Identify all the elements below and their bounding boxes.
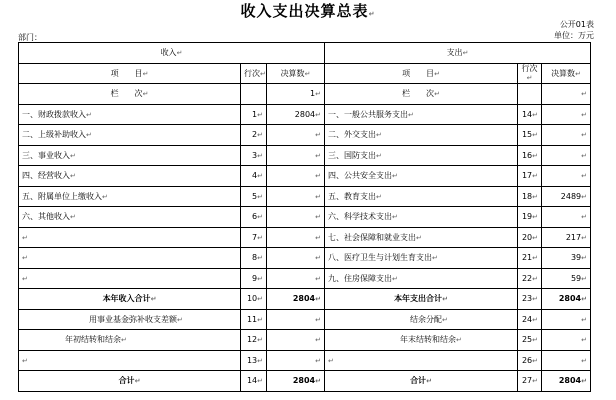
return-mark: ↵: [257, 295, 263, 304]
return-mark: ↵: [257, 274, 263, 283]
income-amount: [267, 125, 325, 146]
expense-amount-text: 2804: [558, 376, 582, 386]
expense-row-number-text: 16: [521, 150, 533, 160]
return-mark: ↵: [177, 315, 183, 324]
expense-item-name: [325, 248, 518, 269]
expense-section: 支出↵: [325, 43, 591, 64]
income-row-number-text: 12: [246, 335, 258, 345]
expense-amount-text: 59: [570, 273, 582, 283]
return-mark: ↵: [257, 315, 263, 324]
expense-item-name: [325, 371, 518, 392]
income-item-name: [19, 166, 241, 187]
income-item-name: [19, 104, 241, 125]
return-mark: ↵: [257, 336, 263, 345]
income-item-name: [19, 227, 241, 248]
return-mark: ↵: [581, 172, 587, 181]
expense-item-name-text: 年末结转和结余: [400, 335, 456, 345]
expense-amount: [542, 186, 591, 207]
income-row-number: [241, 248, 267, 269]
return-mark: ↵: [432, 254, 438, 263]
table-row: [19, 125, 591, 146]
expense-amount: [542, 125, 591, 146]
table-row: [19, 350, 591, 371]
income-item-name: [19, 186, 241, 207]
expense-item-name: [325, 268, 518, 289]
expense-item-name: [325, 330, 518, 351]
return-mark: ↵: [532, 192, 538, 201]
expense-item-name-text: 合计: [410, 376, 427, 386]
expense-row-number: [518, 350, 542, 371]
expense-amount: [542, 145, 591, 166]
expense-row-number: [518, 289, 542, 310]
expense-row-number: [518, 166, 542, 187]
expense-amount: [542, 207, 591, 228]
income-item-name: [19, 350, 241, 371]
expense-item-name-text: 结余分配: [410, 314, 442, 324]
expense-item-name: [325, 227, 518, 248]
return-mark: ↵: [392, 172, 398, 181]
expense-amount: [542, 371, 591, 392]
income-row-number: [241, 289, 267, 310]
return-mark: ↵: [315, 172, 321, 181]
income-expense-table: [18, 42, 591, 392]
income-item-name: [19, 371, 241, 392]
return-mark: ↵: [257, 110, 263, 119]
return-mark: ↵: [257, 213, 263, 222]
income-item-name-text: 用事业基金弥补收支差额: [89, 314, 177, 324]
expense-column-number: ↵: [542, 84, 591, 105]
return-mark: ↵: [22, 233, 28, 242]
income-amount: [267, 350, 325, 371]
expense-row-number: [518, 125, 542, 146]
expense-column-label: 栏 次↵: [325, 84, 518, 105]
income-item-name-text: 二、上级补助收入: [22, 130, 86, 140]
expense-item-name: [325, 104, 518, 125]
return-mark: ↵: [376, 131, 382, 140]
return-mark: ↵: [532, 274, 538, 283]
column-number-row: [19, 84, 591, 105]
return-mark: ↵: [581, 254, 587, 263]
return-mark: ↵: [376, 192, 382, 201]
section-header-row: [19, 43, 591, 64]
table-row: [19, 104, 591, 125]
income-item-name-text: 一、财政拨款收入: [22, 109, 86, 119]
income-amount: [267, 309, 325, 330]
income-item-name: [19, 248, 241, 269]
income-section: 收入↵: [19, 43, 325, 64]
expense-row-number-text: 14: [521, 109, 533, 119]
income-amount: [267, 289, 325, 310]
income-column-number: 1↵: [267, 84, 325, 105]
return-mark: ↵: [532, 151, 538, 160]
return-mark: ↵: [581, 233, 587, 242]
return-mark: ↵: [368, 10, 376, 18]
expense-item-name-text: 五、教育支出: [328, 191, 376, 201]
expense-row-number-text: 22: [521, 273, 533, 283]
expense-amount: [542, 104, 591, 125]
income-amount: [267, 248, 325, 269]
return-mark: ↵: [257, 356, 263, 365]
return-mark: ↵: [416, 233, 422, 242]
income-amount-text: 2804: [292, 376, 316, 386]
income-item-name-text: 六、其他收入: [22, 212, 70, 222]
income-row-number-text: 13: [246, 355, 258, 365]
expense-amount-text: 2489: [560, 191, 582, 201]
return-mark: ↵: [581, 131, 587, 140]
expense-amount: [542, 248, 591, 269]
income-row-number-text: 4: [252, 171, 258, 181]
income-item-name: [19, 125, 241, 146]
income-amount-text: 2804: [294, 109, 316, 119]
table-row: [19, 207, 591, 228]
income-amount: [267, 330, 325, 351]
expense-amount-text: 2804: [558, 294, 582, 304]
return-mark: ↵: [86, 110, 92, 119]
return-mark: ↵: [315, 213, 321, 222]
expense-item-name: [325, 289, 518, 310]
return-mark: ↵: [532, 213, 538, 222]
expense-row-number-text: 25: [521, 335, 533, 345]
income-row-number: [241, 350, 267, 371]
expense-item-name-text: 四、公共安全支出: [328, 171, 392, 181]
income-item-name: [19, 145, 241, 166]
income-item-name: [19, 207, 241, 228]
return-mark: ↵: [315, 377, 321, 386]
return-mark: ↵: [532, 172, 538, 181]
table-row: [19, 330, 591, 351]
return-mark: ↵: [315, 295, 321, 304]
expense-row-number-text: 24: [521, 314, 533, 324]
return-mark: ↵: [121, 336, 127, 345]
income-amount: [267, 166, 325, 187]
expense-row-number: [518, 248, 542, 269]
expense-amount: [542, 350, 591, 371]
income-row-number: [241, 125, 267, 146]
income-amount: [267, 104, 325, 125]
income-row-number: [241, 104, 267, 125]
income-row-number-text: 11: [246, 314, 258, 324]
column-header-row: [19, 63, 591, 84]
expense-row-number-text: 26: [521, 355, 533, 365]
expense-row-number-text: 17: [521, 171, 533, 181]
return-mark: ↵: [22, 274, 28, 283]
income-amount: [267, 227, 325, 248]
expense-amount-text: 39: [570, 253, 582, 263]
expense-item-name-text: 六、科学技术支出: [328, 212, 392, 222]
income-row-number-text: 1: [252, 109, 258, 119]
expense-row-number: [518, 330, 542, 351]
income-row-number: [241, 371, 267, 392]
return-mark: ↵: [315, 356, 321, 365]
return-mark: ↵: [532, 377, 538, 386]
return-mark: ↵: [456, 336, 462, 345]
income-item-name-text: 四、经营收入: [22, 171, 70, 181]
return-mark: ↵: [581, 151, 587, 160]
return-mark: ↵: [315, 233, 321, 242]
return-mark: ↵: [315, 110, 321, 119]
income-row-number: [241, 145, 267, 166]
return-mark: ↵: [315, 151, 321, 160]
return-mark: ↵: [581, 213, 587, 222]
expense-row-number-text: 15: [521, 130, 533, 140]
return-mark: ↵: [150, 295, 157, 304]
income-rowno-header: 行次↵: [241, 63, 267, 84]
grand-total-row: [19, 371, 591, 392]
expense-item-name: [325, 309, 518, 330]
income-item-name: [19, 289, 241, 310]
income-item-name-text: 年初结转和结余: [65, 335, 121, 345]
return-mark: ↵: [22, 356, 28, 365]
expense-row-number: [518, 227, 542, 248]
expense-item-name-text: 本年支出合计: [394, 294, 443, 304]
return-mark: ↵: [257, 233, 263, 242]
income-amount: [267, 268, 325, 289]
table-row: [19, 166, 591, 187]
income-row-number: [241, 268, 267, 289]
income-row-number-text: 10: [246, 294, 258, 304]
return-mark: ↵: [581, 356, 587, 365]
income-row-number-text: 5: [252, 191, 258, 201]
return-mark: ↵: [442, 295, 448, 304]
income-amount: [267, 186, 325, 207]
table-row: [19, 309, 591, 330]
expense-item-name-text: 七、社会保障和就业支出: [328, 232, 416, 242]
expense-item-name: [325, 207, 518, 228]
expense-row-number-text: 27: [521, 376, 533, 386]
unit-label: 单位：万元: [554, 31, 594, 40]
return-mark: ↵: [532, 336, 538, 345]
return-mark: ↵: [392, 274, 398, 283]
return-mark: ↵: [581, 192, 587, 201]
empty-cell: [518, 84, 542, 105]
expense-item-name: [325, 145, 518, 166]
expense-item-name: [325, 166, 518, 187]
return-mark: ↵: [315, 274, 321, 283]
return-mark: ↵: [257, 172, 263, 181]
return-mark: ↵: [581, 315, 587, 324]
income-row-number: [241, 207, 267, 228]
table-row: [19, 145, 591, 166]
expense-amount-text: 217: [565, 232, 582, 242]
expense-amount: [542, 268, 591, 289]
expense-item-header: 项 目↵: [325, 63, 518, 84]
return-mark: ↵: [532, 110, 538, 119]
income-amount: [267, 207, 325, 228]
income-row-number-text: 9: [252, 273, 258, 283]
return-mark: ↵: [315, 192, 321, 201]
expense-row-number-text: 23: [521, 294, 533, 304]
return-mark: ↵: [257, 151, 263, 160]
empty-cell: [241, 84, 267, 105]
income-row-number-text: 3: [252, 150, 258, 160]
expense-amount: [542, 289, 591, 310]
income-row-number-text: 6: [252, 212, 258, 222]
expense-rowno-header: 行次↵: [518, 63, 542, 84]
return-mark: ↵: [581, 377, 587, 386]
return-mark: ↵: [581, 110, 587, 119]
return-mark: ↵: [376, 151, 382, 160]
expense-item-name: [325, 125, 518, 146]
return-mark: ↵: [70, 172, 76, 181]
return-mark: ↵: [315, 254, 321, 263]
income-item-name: [19, 330, 241, 351]
return-mark: ↵: [328, 356, 334, 365]
expense-item-name: [325, 350, 518, 371]
expense-row-number: [518, 104, 542, 125]
department-label: 部门：: [18, 33, 42, 42]
expense-row-number-text: 21: [521, 253, 533, 263]
income-item-name-text: 五、附属单位上缴收入: [22, 191, 102, 201]
expense-item-name: [325, 186, 518, 207]
return-mark: ↵: [134, 377, 141, 386]
return-mark: ↵: [408, 110, 414, 119]
income-row-number: [241, 166, 267, 187]
expense-row-number: [518, 207, 542, 228]
return-mark: ↵: [257, 131, 263, 140]
return-mark: ↵: [532, 356, 538, 365]
expense-amount: [542, 330, 591, 351]
return-mark: ↵: [442, 315, 448, 324]
expense-item-name-text: 八、医疗卫生与计划生育支出: [328, 253, 432, 263]
return-mark: ↵: [581, 274, 587, 283]
year-total-row: [19, 289, 591, 310]
income-item-name-text: 合计: [118, 376, 135, 386]
income-row-number-text: 14: [246, 376, 258, 386]
return-mark: ↵: [257, 254, 263, 263]
income-item-name: [19, 309, 241, 330]
income-item-header: 项 目↵: [19, 63, 241, 84]
return-mark: ↵: [86, 131, 92, 140]
expense-item-name-text: 九、住房保障支出: [328, 273, 392, 283]
return-mark: ↵: [257, 377, 263, 386]
income-column-label: 栏 次↵: [19, 84, 241, 105]
return-mark: ↵: [22, 254, 28, 263]
income-amount: [267, 371, 325, 392]
return-mark: ↵: [257, 192, 263, 201]
expense-amount: [542, 309, 591, 330]
table-row: [19, 227, 591, 248]
expense-amount: [542, 166, 591, 187]
income-row-number: [241, 309, 267, 330]
expense-row-number-text: 20: [521, 232, 533, 242]
table-row: [19, 268, 591, 289]
income-row-number: [241, 227, 267, 248]
income-row-number: [241, 186, 267, 207]
expense-item-name-text: 一、一般公共服务支出: [328, 109, 408, 119]
expense-row-number: [518, 145, 542, 166]
expense-amount-header: 决算数↵: [542, 63, 591, 84]
return-mark: ↵: [315, 315, 321, 324]
return-mark: ↵: [581, 336, 587, 345]
return-mark: ↵: [532, 233, 538, 242]
expense-row-number: [518, 268, 542, 289]
table-row: [19, 248, 591, 269]
income-row-number-text: 7: [252, 232, 258, 242]
expense-row-number: [518, 186, 542, 207]
return-mark: ↵: [532, 295, 538, 304]
income-item-name-text: 三、事业收入: [22, 150, 70, 160]
return-mark: ↵: [70, 213, 76, 222]
table-row: [19, 186, 591, 207]
return-mark: ↵: [315, 336, 321, 345]
income-row-number-text: 2: [252, 130, 258, 140]
income-amount-text: 2804: [292, 294, 316, 304]
return-mark: ↵: [315, 131, 321, 140]
return-mark: ↵: [70, 151, 76, 160]
income-item-name: [19, 268, 241, 289]
expense-row-number-text: 19: [521, 212, 533, 222]
income-amount-header: 决算数↵: [267, 63, 325, 84]
income-item-name-text: 本年收入合计: [102, 294, 151, 304]
income-row-number: [241, 330, 267, 351]
expense-row-number-text: 18: [521, 191, 533, 201]
return-mark: ↵: [532, 254, 538, 263]
expense-row-number: [518, 309, 542, 330]
return-mark: ↵: [581, 295, 587, 304]
expense-amount: [542, 227, 591, 248]
form-code: 公开01表: [559, 20, 594, 29]
expense-item-name-text: 三、国防支出: [328, 150, 376, 160]
expense-row-number: [518, 371, 542, 392]
income-amount: [267, 145, 325, 166]
return-mark: ↵: [102, 192, 108, 201]
expense-item-name-text: 二、外交支出: [328, 130, 376, 140]
income-row-number-text: 8: [252, 253, 258, 263]
return-mark: ↵: [532, 315, 538, 324]
return-mark: ↵: [426, 377, 432, 386]
return-mark: ↵: [392, 213, 398, 222]
return-mark: ↵: [532, 131, 538, 140]
page-title: 收入支出决算总表↵: [240, 2, 376, 20]
